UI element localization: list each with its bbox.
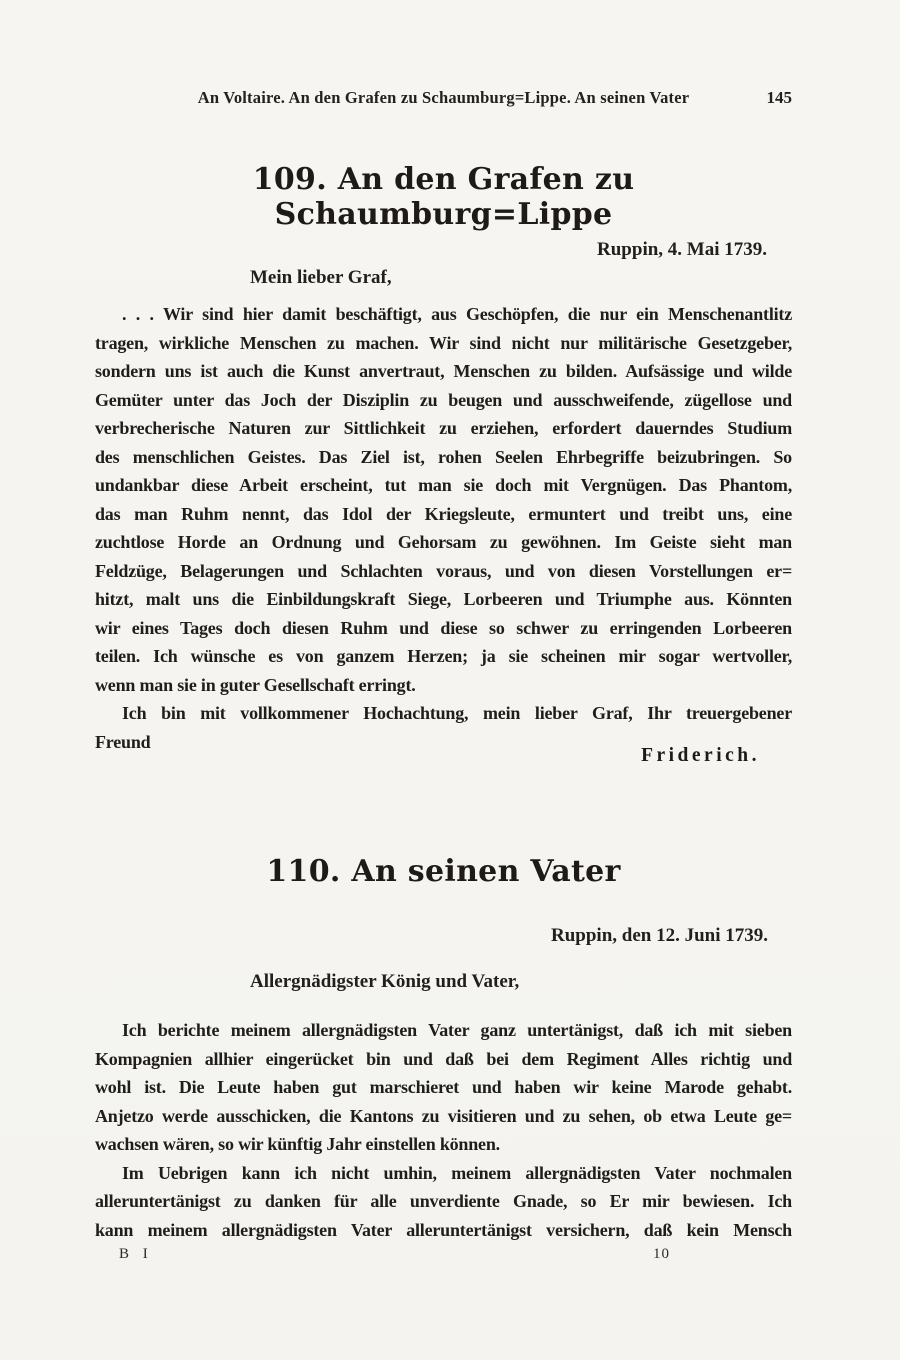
letter-109-heading: 109. An den Grafen zu Schaumburg=Lippe (252, 162, 635, 232)
text-line: teilen. Ich wünsche es von ganzem Herzen; ja sie scheinen mir sogar wertvoller, (95, 646, 792, 666)
letter-110-salutation: Allergnädigster König und Vater, (250, 971, 520, 992)
text-line: Freund (95, 731, 151, 752)
text-line: kann meinem allergnädigsten Vater alleruntertänigst versichern, daß kein Mensch (95, 1219, 792, 1240)
text-line: zuchtlose Horde an Ordnung und Gehorsam zu gewöhnen. Im Geiste sieht man (95, 532, 792, 552)
letter-110-heading: 110. An seinen Vater (266, 854, 621, 889)
text-line: wachsen wären, so wir künftig Jahr einstellen können. (95, 1134, 500, 1154)
footer-signature-mark: B I (119, 1246, 153, 1262)
text-line: alleruntertänigst zu danken für alle unverdiente Gnade, so Er mir bewiesen. Ich (95, 1191, 792, 1211)
letter-109-dateline: Ruppin, 4. Mai 1739. (597, 239, 767, 260)
text-line: des menschlichen Geistes. Das Ziel ist, rohen Seelen Ehrbegriffe beizubringen. So (95, 446, 792, 467)
text-line: Feldzüge, Belagerungen und Schlachten voraus, und von diesen Vorstellungen er= (95, 560, 792, 581)
text-line: Ich berichte meinem allergnädigsten Vater ganz untertänigst, daß ich mit sieben (122, 1020, 792, 1040)
text-line: undankbar diese Arbeit erscheint, tut man sie doch mit Vergnügen. Das Phantom, (95, 475, 792, 495)
text-line: tragen, wirkliche Menschen zu machen. Wir sind nicht nur militärische Gesetzgeber, (95, 332, 792, 353)
page-number: 145 (766, 88, 792, 107)
text-line: wohl ist. Die Leute haben gut marschieret und haben wir keine Marode gehabt. (95, 1077, 792, 1097)
footer-sheet-number: 10 (653, 1246, 670, 1262)
text-line: . . . Wir sind hier damit beschäftigt, aus Geschöpfen, die nur ein Menschenantlitz (122, 304, 792, 324)
text-line: wenn man sie in guter Gesellschaft erringt. (95, 674, 416, 695)
letter-109-salutation: Mein lieber Graf, (250, 267, 392, 288)
text-line: Gemüter unter das Joch der Disziplin zu beugen und ausschweifende, zügellose und (95, 389, 792, 410)
text-line: verbrecherische Naturen zur Sittlichkeit zu erziehen, erfordert dauerndes Studium (95, 418, 792, 438)
text-line: das man Ruhm nennt, das Idol der Kriegsleute, ermuntert und treibt uns, eine (95, 503, 792, 524)
letter-110-body (95, 1016, 792, 1244)
text-line: sondern uns ist auch die Kunst anvertraut, Menschen zu bilden. Aufsässige und wilde (95, 361, 792, 381)
text-line: Kompagnien allhier eingerücket bin und daß bei dem Regiment Alles richtig und (95, 1048, 792, 1069)
text-line: Anjetzo werde ausschicken, die Kantons zu visitieren und zu sehen, ob etwa Leute ge= (95, 1105, 792, 1126)
text-line: wir eines Tages doch diesen Ruhm und diese so schwer zu erringenden Lorbeeren (95, 617, 792, 638)
text-line: Ich bin mit vollkommener Hochachtung, mein lieber Graf, Ihr treuergebener (122, 703, 792, 723)
letter-109-body (95, 300, 792, 756)
running-header: An Voltaire. An den Grafen zu Schaumburg=Lippe. An seinen Vater (197, 88, 690, 107)
letter-109-signature: Friderich. (641, 745, 760, 766)
text-line: Im Uebrigen kann ich nicht umhin, meinem allergnädigsten Vater nochmalen (122, 1162, 792, 1183)
text-line: hitzt, malt uns die Einbildungskraft Siege, Lorbeeren und Triumphe aus. Könnten (95, 589, 792, 609)
letter-110-dateline: Ruppin, den 12. Juni 1739. (551, 925, 768, 946)
